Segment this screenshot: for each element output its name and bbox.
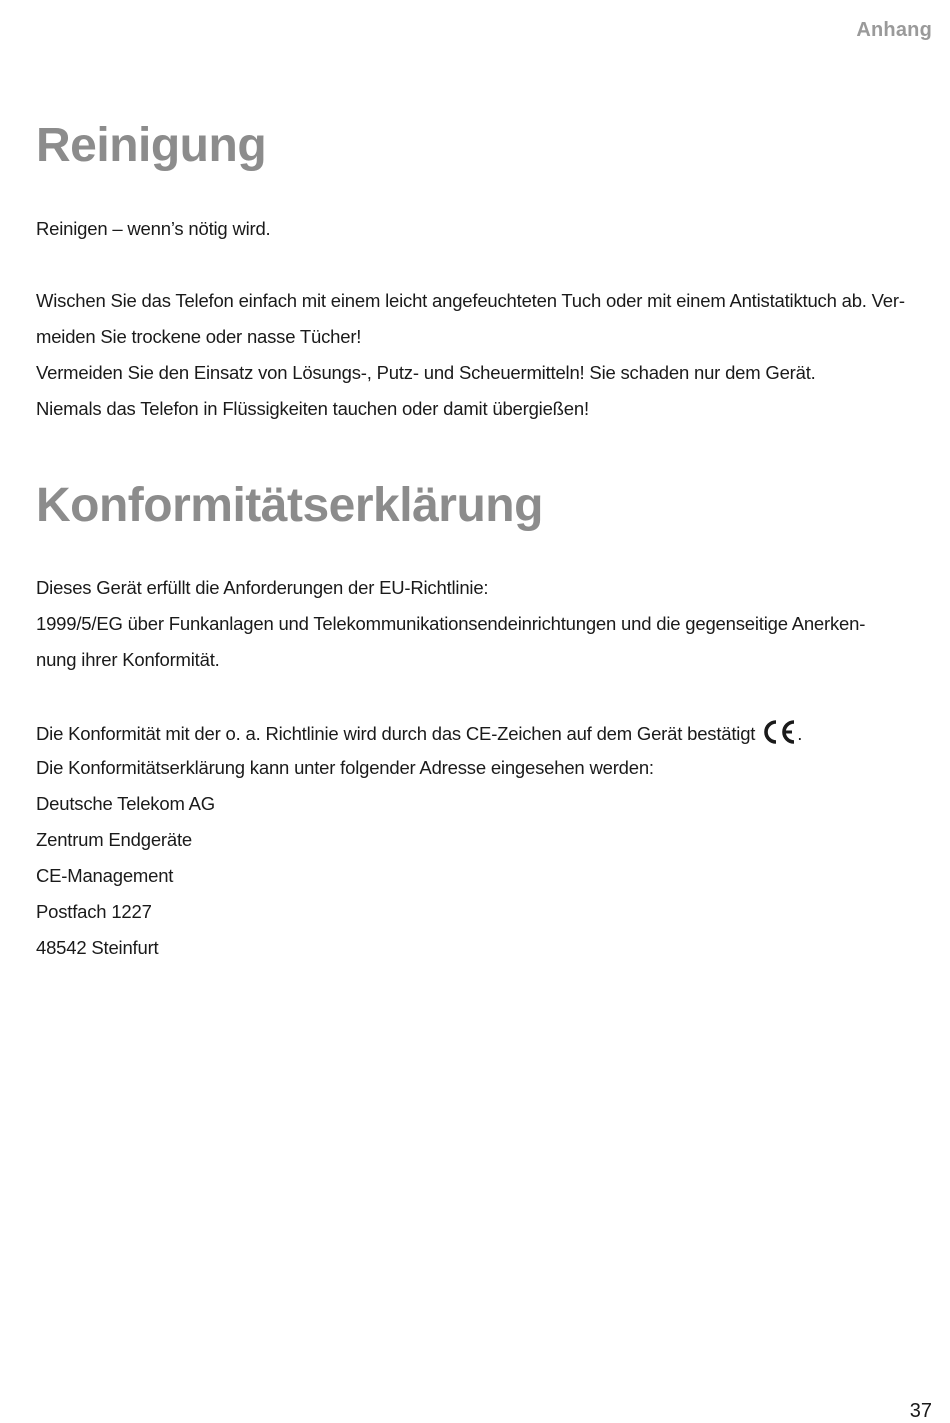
directive-text-line: nung ihrer Konformität. — [36, 649, 220, 670]
cleaning-text-line: meiden Sie trockene oder nasse Tücher! — [36, 326, 362, 347]
address-line: Zentrum Endgeräte — [36, 829, 192, 850]
header-section-label: Anhang — [856, 19, 932, 41]
directive-text-line: 1999/5/EG über Funkanlagen und Telekommunikationsendeinrichtungen und die gegenseitige Anerken- — [36, 613, 866, 634]
ce-sentence-end: . — [797, 723, 803, 744]
cleaning-text-line: Wischen Sie das Telefon einfach mit einem leicht angefeuchteten Tuch oder mit einem Antistatiktuch ab. Ver- — [36, 290, 905, 311]
ce-mark-icon — [761, 719, 797, 752]
address-line: 48542 Steinfurt — [36, 937, 159, 958]
address-intro: Die Konformitätserklärung kann unter folgender Adresse eingesehen werden: — [36, 757, 654, 778]
address-line: Deutsche Telekom AG — [36, 793, 215, 814]
cleaning-text-line: Vermeiden Sie den Einsatz von Lösungs-, Putz- und Scheuermitteln! Sie schaden nur dem Gerät. — [36, 362, 816, 383]
cleaning-intro: Reinigen – wenn’s nötig wird. — [36, 218, 271, 239]
page-number: 37 — [909, 1400, 932, 1422]
directive-text-line: Dieses Gerät erfüllt die Anforderungen der EU-Richtlinie: — [36, 577, 489, 598]
address-line: Postfach 1227 — [36, 901, 152, 922]
ce-sentence — [36, 719, 802, 752]
ce-sentence-text: Die Konformität mit der o. a. Richtlinie wird durch das CE-Zeichen auf dem Gerät bestätigt — [36, 723, 756, 744]
conformity-title: Konformitätserklärung — [36, 479, 543, 532]
address-line: CE-Management — [36, 865, 174, 886]
cleaning-text-line: Niemals das Telefon in Flüssigkeiten tauchen oder damit übergießen! — [36, 398, 589, 419]
cleaning-title: Reinigung — [36, 119, 267, 172]
